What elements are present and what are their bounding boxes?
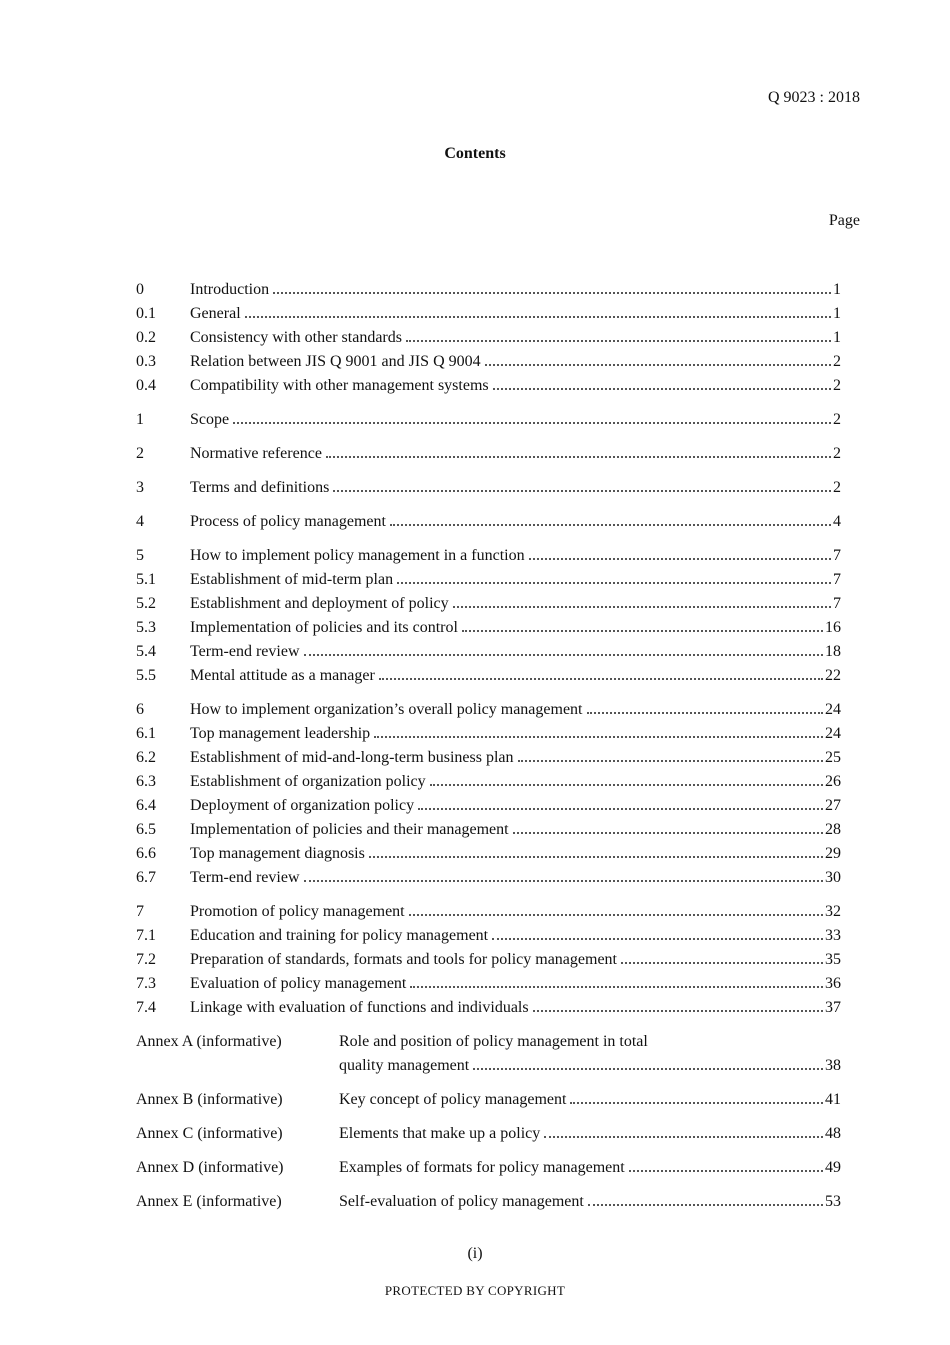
page-title: Contents <box>444 145 506 162</box>
toc-entry-page: 16 <box>825 619 841 636</box>
toc-entry[interactable] <box>136 818 841 842</box>
annex-page: 53 <box>825 1193 841 1210</box>
toc-entry-title: Normative reference <box>190 445 322 462</box>
toc-entry-title: Mental attitude as a manager <box>190 667 375 684</box>
toc-entry[interactable] <box>136 866 841 890</box>
toc-entry-page: 36 <box>825 975 841 992</box>
dot-leader <box>369 856 823 858</box>
dot-leader <box>397 582 831 584</box>
toc-entry[interactable] <box>136 924 841 948</box>
dot-leader <box>304 654 824 656</box>
toc-entry-title: Promotion of policy management <box>190 903 405 920</box>
toc-entry-page: 26 <box>825 773 841 790</box>
annex-title: Self-evaluation of policy management <box>339 1193 584 1210</box>
toc-entry-title: Terms and definitions <box>190 479 330 496</box>
toc-entry-number: 5 <box>136 547 144 564</box>
toc-entry-page: 35 <box>825 951 841 968</box>
toc-entry-page: 32 <box>825 903 841 920</box>
toc-entry[interactable] <box>136 948 841 972</box>
toc-entry-number: 3 <box>136 479 144 496</box>
dot-leader <box>390 524 831 526</box>
toc-entry[interactable] <box>136 664 841 688</box>
toc-entry-number: 5.3 <box>136 619 156 636</box>
toc-entry-number: 5.1 <box>136 571 156 588</box>
toc-entry-number: 6.7 <box>136 869 156 886</box>
toc-entry-number: 0.1 <box>136 305 156 322</box>
dot-leader <box>473 1068 823 1070</box>
toc-entry[interactable] <box>136 592 841 616</box>
toc-entry[interactable] <box>136 722 841 746</box>
toc-entry-number: 5.5 <box>136 667 156 684</box>
toc-annex-group <box>136 1156 841 1180</box>
toc-entry-number: 6.4 <box>136 797 156 814</box>
toc-entry[interactable] <box>136 568 841 592</box>
dot-leader <box>233 422 831 424</box>
annex-label: Annex A (informative) <box>136 1033 282 1050</box>
dot-leader <box>379 678 823 680</box>
toc-entry-title: Term-end review <box>190 869 300 886</box>
toc-entry-page: 18 <box>825 643 841 660</box>
toc-section-group <box>136 408 841 432</box>
annex-label: Annex D (informative) <box>136 1159 284 1176</box>
dot-leader <box>588 1204 823 1206</box>
toc-section-group <box>136 442 841 466</box>
toc-annex-entry-continuation[interactable] <box>136 1054 841 1078</box>
toc-entry[interactable] <box>136 302 841 326</box>
annex-page: 49 <box>825 1159 841 1176</box>
annex-title-line1: Role and position of policy management in total <box>339 1033 648 1050</box>
dot-leader <box>513 832 823 834</box>
dot-leader <box>273 292 831 294</box>
toc-entry[interactable] <box>136 900 841 924</box>
toc-entry-title: Term-end review <box>190 643 300 660</box>
dot-leader <box>453 606 831 608</box>
toc-entry[interactable] <box>136 640 841 664</box>
toc-annex-entry[interactable] <box>136 1088 841 1112</box>
toc-section-group <box>136 544 841 688</box>
toc-entry-page: 30 <box>825 869 841 886</box>
toc-entry[interactable] <box>136 350 841 374</box>
toc-entry[interactable] <box>136 972 841 996</box>
toc-entry[interactable] <box>136 794 841 818</box>
toc-entry-number: 6.3 <box>136 773 156 790</box>
dot-leader <box>544 1136 823 1138</box>
toc-section-group <box>136 900 841 1020</box>
dot-leader <box>529 558 831 560</box>
dot-leader <box>410 986 823 988</box>
copyright-notice: PROTECTED BY COPYRIGHT <box>384 1283 566 1298</box>
dot-leader <box>326 456 831 458</box>
toc-entry-title: Linkage with evaluation of functions and individuals <box>190 999 529 1016</box>
toc-entry-page: 37 <box>825 999 841 1016</box>
toc-entry-title: Establishment of organization policy <box>190 773 426 790</box>
toc-annex-group <box>136 1030 841 1078</box>
toc-section-group <box>136 510 841 534</box>
toc-entry-page: 2 <box>833 479 841 496</box>
dot-leader <box>418 808 823 810</box>
toc-entry-number: 7.2 <box>136 951 156 968</box>
toc-entry[interactable] <box>136 698 841 722</box>
toc-entry-title: General <box>190 305 241 322</box>
toc-annex-group <box>136 1122 841 1146</box>
toc-entry-title: Scope <box>190 411 230 428</box>
toc-entry-title: Evaluation of policy management <box>190 975 407 992</box>
annex-page: 48 <box>825 1125 841 1142</box>
toc-entry-page: 22 <box>825 667 841 684</box>
toc-entry-number: 0.2 <box>136 329 156 346</box>
toc-section-group <box>136 476 841 500</box>
toc-entry-title: Relation between JIS Q 9001 and JIS Q 9004 <box>190 353 481 370</box>
toc-entry-page: 2 <box>833 445 841 462</box>
toc-entry[interactable] <box>136 374 841 398</box>
dot-leader <box>629 1170 823 1172</box>
dot-leader <box>374 736 823 738</box>
annex-title: Examples of formats for policy management <box>339 1159 625 1176</box>
toc-entry-title: Consistency with other standards <box>190 329 402 346</box>
dot-leader <box>533 1010 823 1012</box>
toc-entry-page: 2 <box>833 377 841 394</box>
annex-title: Key concept of policy management <box>339 1091 567 1108</box>
toc-entry-page: 25 <box>825 749 841 766</box>
toc-entry-page: 27 <box>825 797 841 814</box>
page-column-heading: Page <box>828 212 860 229</box>
toc-entry-number: 6 <box>136 701 144 718</box>
annex-title-line2: quality management <box>339 1057 470 1074</box>
toc-entry-number: 6.1 <box>136 725 156 742</box>
dot-leader <box>570 1102 823 1104</box>
toc-entry-number: 5.4 <box>136 643 156 660</box>
toc-entry-number: 1 <box>136 411 144 428</box>
toc-entry[interactable] <box>136 616 841 640</box>
toc-entry[interactable] <box>136 510 841 534</box>
toc-entry-title: Establishment of mid-and-long-term business plan <box>190 749 514 766</box>
dot-leader <box>492 938 823 940</box>
toc-entry-page: 7 <box>833 595 841 612</box>
toc-entry-number: 7 <box>136 903 144 920</box>
toc-entry[interactable] <box>136 746 841 770</box>
annex-label: Annex C (informative) <box>136 1125 283 1142</box>
document-id: Q 9023 : 2018 <box>768 89 860 106</box>
toc-entry-page: 2 <box>833 353 841 370</box>
footer-page-number: (i) <box>467 1245 483 1262</box>
toc-entry-title: Top management leadership <box>190 725 371 742</box>
toc-entry-title: How to implement organization’s overall policy management <box>190 701 583 718</box>
dot-leader <box>587 712 824 714</box>
dot-leader <box>245 316 831 318</box>
toc-entry-title: Preparation of standards, formats and tools for policy management <box>190 951 617 968</box>
toc-entry-page: 7 <box>833 547 841 564</box>
toc-entry-title: How to implement policy management in a function <box>190 547 525 564</box>
toc-entry-title: Implementation of policies and their management <box>190 821 509 838</box>
toc-entry-page: 1 <box>833 281 841 298</box>
toc-entry-page: 28 <box>825 821 841 838</box>
toc-entry[interactable] <box>136 326 841 350</box>
table-of-contents <box>136 278 841 1224</box>
toc-annex-entry[interactable] <box>136 1030 841 1054</box>
toc-entry-number: 7.1 <box>136 927 156 944</box>
toc-entry-title: Deployment of organization policy <box>190 797 415 814</box>
toc-entry[interactable] <box>136 278 841 302</box>
toc-annex-entry[interactable] <box>136 1190 841 1214</box>
annex-page: 41 <box>825 1091 841 1108</box>
toc-entry-page: 33 <box>825 927 841 944</box>
toc-entry-page: 24 <box>825 701 841 718</box>
toc-entry-number: 7.3 <box>136 975 156 992</box>
toc-entry-number: 6.2 <box>136 749 156 766</box>
toc-entry-number: 0 <box>136 281 144 298</box>
toc-entry-page: 29 <box>825 845 841 862</box>
annex-label: Annex E (informative) <box>136 1193 282 1210</box>
toc-entry[interactable] <box>136 996 841 1020</box>
toc-section-group <box>136 698 841 890</box>
dot-leader <box>462 630 823 632</box>
dot-leader <box>518 760 824 762</box>
toc-annex-group <box>136 1088 841 1112</box>
toc-annex-entry[interactable] <box>136 1156 841 1180</box>
toc-entry-page: 24 <box>825 725 841 742</box>
toc-entry-number: 6.6 <box>136 845 156 862</box>
toc-entry-title: Introduction <box>190 281 270 298</box>
toc-entry-number: 5.2 <box>136 595 156 612</box>
toc-entry-title: Education and training for policy management <box>190 927 489 944</box>
toc-entry-title: Implementation of policies and its control <box>190 619 458 636</box>
annex-title: Elements that make up a policy <box>339 1125 541 1142</box>
annex-page: 38 <box>825 1057 841 1074</box>
toc-entry-page: 1 <box>833 329 841 346</box>
toc-annex-group <box>136 1190 841 1214</box>
toc-entry[interactable] <box>136 476 841 500</box>
toc-entry-number: 0.3 <box>136 353 156 370</box>
toc-entry-number: 2 <box>136 445 144 462</box>
toc-entry[interactable] <box>136 770 841 794</box>
toc-entry-title: Establishment and deployment of policy <box>190 595 449 612</box>
toc-entry[interactable] <box>136 442 841 466</box>
toc-entry-page: 2 <box>833 411 841 428</box>
toc-entry-title: Establishment of mid-term plan <box>190 571 394 588</box>
toc-entry-number: 4 <box>136 513 144 530</box>
dot-leader <box>493 388 831 390</box>
toc-entry[interactable] <box>136 408 841 432</box>
dot-leader <box>430 784 823 786</box>
toc-annex-entry[interactable] <box>136 1122 841 1146</box>
dot-leader <box>304 880 824 882</box>
toc-entry-title: Process of policy management <box>190 513 386 530</box>
dot-leader <box>409 914 823 916</box>
toc-entry-page: 7 <box>833 571 841 588</box>
dot-leader <box>406 340 831 342</box>
toc-entry[interactable] <box>136 842 841 866</box>
toc-entry-number: 0.4 <box>136 377 156 394</box>
dot-leader <box>621 962 823 964</box>
toc-entry-page: 4 <box>833 513 841 530</box>
dot-leader <box>485 364 831 366</box>
toc-entry-page: 1 <box>833 305 841 322</box>
toc-entry-number: 6.5 <box>136 821 156 838</box>
toc-entry-title: Compatibility with other management systems <box>190 377 489 394</box>
toc-entry-title: Top management diagnosis <box>190 845 365 862</box>
annex-label: Annex B (informative) <box>136 1091 283 1108</box>
toc-entry-number: 7.4 <box>136 999 156 1016</box>
toc-section-group <box>136 278 841 398</box>
toc-entry[interactable] <box>136 544 841 568</box>
dot-leader <box>333 490 831 492</box>
